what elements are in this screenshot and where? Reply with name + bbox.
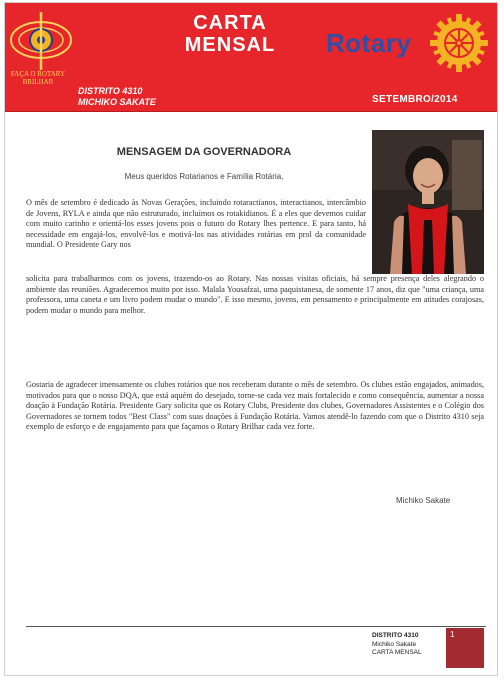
governor-name: MICHIKO SAKATE — [78, 97, 156, 107]
message-paragraph-2: solicita para trabalharmos com os jovens, trazendo-os ao Rotary. Nas nossas visitas oficiais, há sempre presença deles alegrando o ambiente das reuniões. Agradecemos muito por isso. Malala Yousafzai, uma paquistanesa, de somente 17 anos, diz que "uma criança, uma professora, uma caneta e um livro podem mudar o mundo". E isso mesmo, jovens, em pensamento e principalmente em atitudes corajosas, podem mudar o mundo para melhor. — [26, 274, 484, 315]
footer-district: DISTRITO 4310 — [372, 632, 419, 639]
governor-photo — [372, 130, 484, 274]
page-title — [150, 12, 310, 56]
footer-name: Michiko Sakate — [372, 640, 417, 648]
issue-month: SETEMBRO/2014 — [372, 94, 458, 105]
greeting: Meus queridos Rotarianos e Família Rotária, — [124, 172, 284, 181]
title-line-1: CARTA — [193, 12, 267, 34]
title-line-2: MENSAL — [184, 34, 276, 56]
rotary-wordmark: Rotary — [326, 28, 412, 58]
page-number-box — [446, 628, 484, 668]
logo-slogan: FAÇA O ROTARY BRILHAR — [10, 70, 66, 86]
header-divider — [5, 111, 497, 115]
signature: Michiko Sakate — [396, 496, 451, 505]
district-info — [78, 86, 156, 108]
footer-info — [372, 630, 455, 658]
section-title: MENSAGEM DA GOVERNADORA — [116, 146, 292, 158]
page-number: 1 — [450, 630, 455, 639]
footer-doc: CARTA MENSAL — [372, 649, 422, 656]
message-paragraph-1: O mês de setembro é dedicado às Novas Gerações, incluindo rotaractianos, interactianos, intercâmbio de Jovens, RYLA e ainda que não estruturado, incluímos os rotakidianos. É a eles que devemos cuidar com muito carinho e orientá-los esses jovens pois o futuro do Rotary lhes pertence. E para tanto, há necessidade em engajá-los, envolvê-los e motivá-los nas atividades rotárias em prol da comunidade mundial. O Presidente Gary nos — [26, 198, 366, 250]
message-paragraph-3: Gostaria de agradecer imensamente os clubes rotários que nos receberam durante o mês de setembro. Os clubes estão engajados, animados, motivados para que o nosso DQA, que está aquém do desejado, torne-se cada vez mais fortalecido e como consequência, aumentar a nossa doação à Fundação Rotária. Presidente Gary solicita que os Rotary Clubs, Presidente dos clubes, Governadores Assistentes e o Colégio dos Governadores se tornem todos "Best Class" com suas doações à Fundação Rotária. Vamos atendê-lo fazendo com que o Distrito 4310 seja exemplo de esforço e de engajamento para que façamos o Rotary Brilhar cada vez forte. — [26, 380, 484, 432]
district-number: DISTRITO 4310 — [78, 86, 143, 96]
district-logo-icon — [8, 10, 74, 104]
rotary-wheel-icon — [428, 12, 490, 74]
footer-rule — [26, 626, 486, 627]
